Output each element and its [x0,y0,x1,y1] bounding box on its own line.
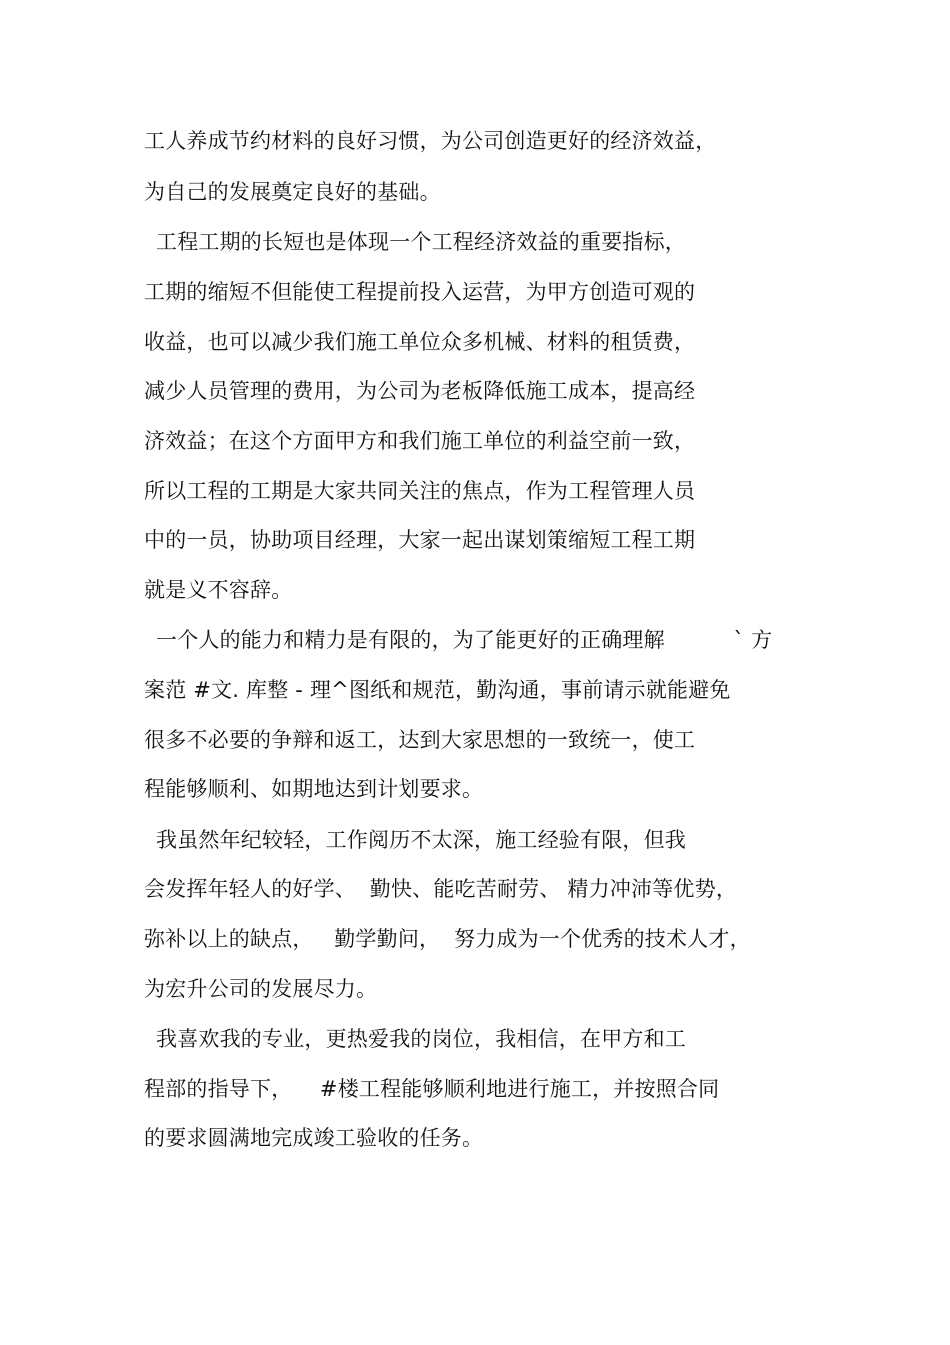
text-line: 减少人员管理的费用，为公司为老板降低施工成本，提高经 [144,379,696,403]
text-line: 程能够顺利、如期地达到计划要求。 [144,777,484,801]
text-line: 会发挥年轻人的好学、 勤快、能吃苦耐劳、 精力冲沛等优势， [144,877,738,901]
text-line: 程部的指导下， #楼工程能够顺利地进行施工，并按照合同 [144,1077,720,1101]
paragraph-start-line: 我虽然年纪较轻，工作阅历不太深，施工经验有限，但我 [156,828,686,852]
text-line: 工期的缩短不但能使工程提前投入运营，为甲方创造可观的 [144,280,696,304]
text-line: 工人养成节约材料的良好习惯，为公司创造更好的经济效益， [144,129,717,153]
text-line: 很多不必要的争辩和返工，达到大家思想的一致统一，使工 [144,728,696,752]
text-line: 案范 #文. 库整 - 理^图纸和规范，勤沟通，事前请示就能避免 [144,678,731,702]
text-line: 就是义不容辞。 [144,578,293,602]
text-line: 所以工程的工期是大家共同关注的焦点，作为工程管理人员 [144,479,696,503]
paragraph-start-line: 一个人的能力和精力是有限的，为了能更好的正确理解 ` 方 [156,628,773,652]
text-line: 为自己的发展奠定良好的基础。 [144,180,441,204]
paragraph-start-line: 工程工期的长短也是体现一个工程经济效益的重要指标， [156,230,686,254]
paragraph-start-line: 我喜欢我的专业，更热爱我的岗位，我相信，在甲方和工 [156,1027,686,1051]
text-line: 中的一员，协助项目经理，大家一起出谋划策缩短工程工期 [144,528,696,552]
text-line: 收益，也可以减少我们施工单位众多机械、材料的租赁费， [144,330,696,354]
text-line: 济效益；在这个方面甲方和我们施工单位的利益空前一致， [144,429,696,453]
text-line: 的要求圆满地完成竣工验收的任务。 [144,1126,484,1150]
text-line: 为宏升公司的发展尽力。 [144,977,378,1001]
text-line: 弥补以上的缺点， 勤学勤问， 努力成为一个优秀的技术人才， [144,927,751,951]
